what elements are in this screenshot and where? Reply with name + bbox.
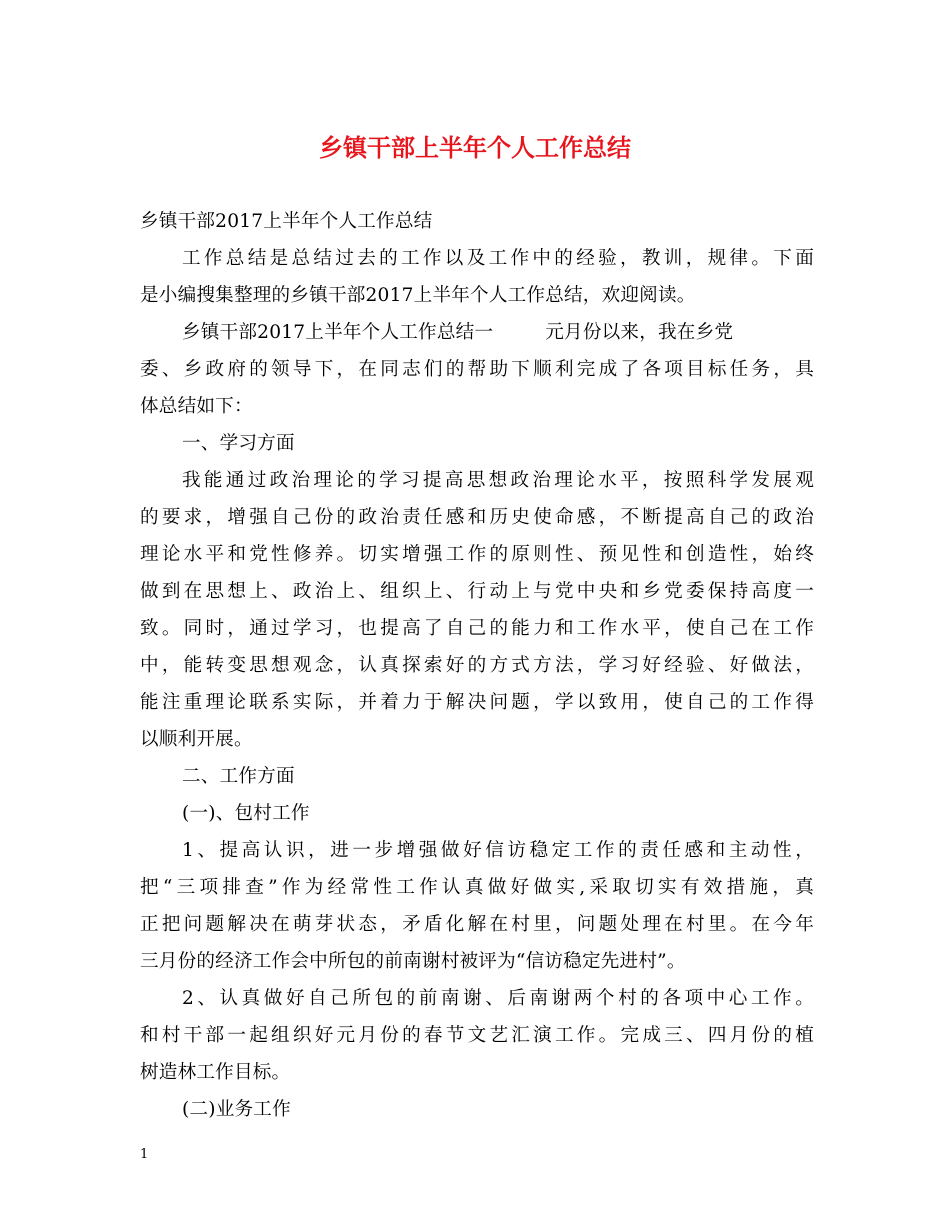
- paragraph-line: 做到在思想上、政治上、组织上、行动上与党中央和乡党委保持高度一: [140, 581, 814, 602]
- subsection-heading: (二)业务工作: [182, 1099, 291, 1120]
- paragraph-line: 以顺利开展。: [140, 729, 253, 750]
- paragraph-line: 2、认真做好自己所包的前南谢、后南谢两个村的各项中心工作。: [182, 988, 814, 1009]
- section-lead-continuation: 元月份以来，我在乡党: [545, 322, 734, 343]
- paragraph-line: 我能通过政治理论的学习提高思想政治理论水平，按照科学发展观: [182, 470, 814, 491]
- paragraph-line: 体总结如下：: [140, 396, 253, 417]
- page-number: 1: [140, 1147, 149, 1162]
- paragraph-line: 的要求，增强自己份的政治责任感和历史使命感，不断提高自己的政治: [140, 507, 814, 528]
- section-heading: 二、工作方面: [182, 766, 295, 787]
- subtitle-line: 乡镇干部2017上半年个人工作总结: [140, 211, 433, 232]
- paragraph-line: 致。同时，通过学习，也提高了自己的能力和工作水平，使自己在工作: [140, 618, 814, 639]
- paragraph-line: 树造林工作目标。: [140, 1062, 291, 1083]
- document-title: 乡镇干部上半年个人工作总结: [319, 133, 631, 162]
- paragraph-line: 和村干部一起组织好元月份的春节文艺汇演工作。完成三、四月份的植: [140, 1025, 814, 1046]
- section-lead: 乡镇干部2017上半年个人工作总结一: [182, 322, 494, 343]
- paragraph-line: 是小编搜集整理的乡镇干部2017上半年个人工作总结，欢迎阅读。: [140, 285, 696, 306]
- paragraph-line: 把“三项排查”作为经常性工作认真做好做实,采取切实有效措施，真: [140, 877, 814, 898]
- subsection-heading: (一)、包村工作: [182, 803, 310, 824]
- paragraph-line: 能注重理论联系实际，并着力于解决问题，学以致用，使自己的工作得: [140, 692, 814, 713]
- paragraph-line: 三月份的经济工作会中所包的前南谢村被评为“信访稳定先进村”。: [140, 951, 686, 972]
- document-body: [140, 203, 814, 1128]
- paragraph-line: 委、乡政府的领导下，在同志们的帮助下顺利完成了各项目标任务，具: [140, 359, 814, 380]
- section-heading: 一、学习方面: [182, 433, 295, 454]
- paragraph-line: 理论水平和党性修养。切实增强工作的原则性、预见性和创造性，始终: [140, 544, 814, 565]
- paragraph-line: [140, 314, 814, 351]
- paragraph-line: 工作总结是总结过去的工作以及工作中的经验，教训，规律。下面: [182, 248, 814, 269]
- paragraph-line: 正把问题解决在萌芽状态，矛盾化解在村里，问题处理在村里。在今年: [140, 914, 814, 935]
- paragraph-line: 中，能转变思想观念，认真探索好的方式方法，学习好经验、好做法，: [140, 655, 814, 676]
- paragraph-line: 1、提高认识，进一步增强做好信访稳定工作的责任感和主动性，: [182, 840, 814, 861]
